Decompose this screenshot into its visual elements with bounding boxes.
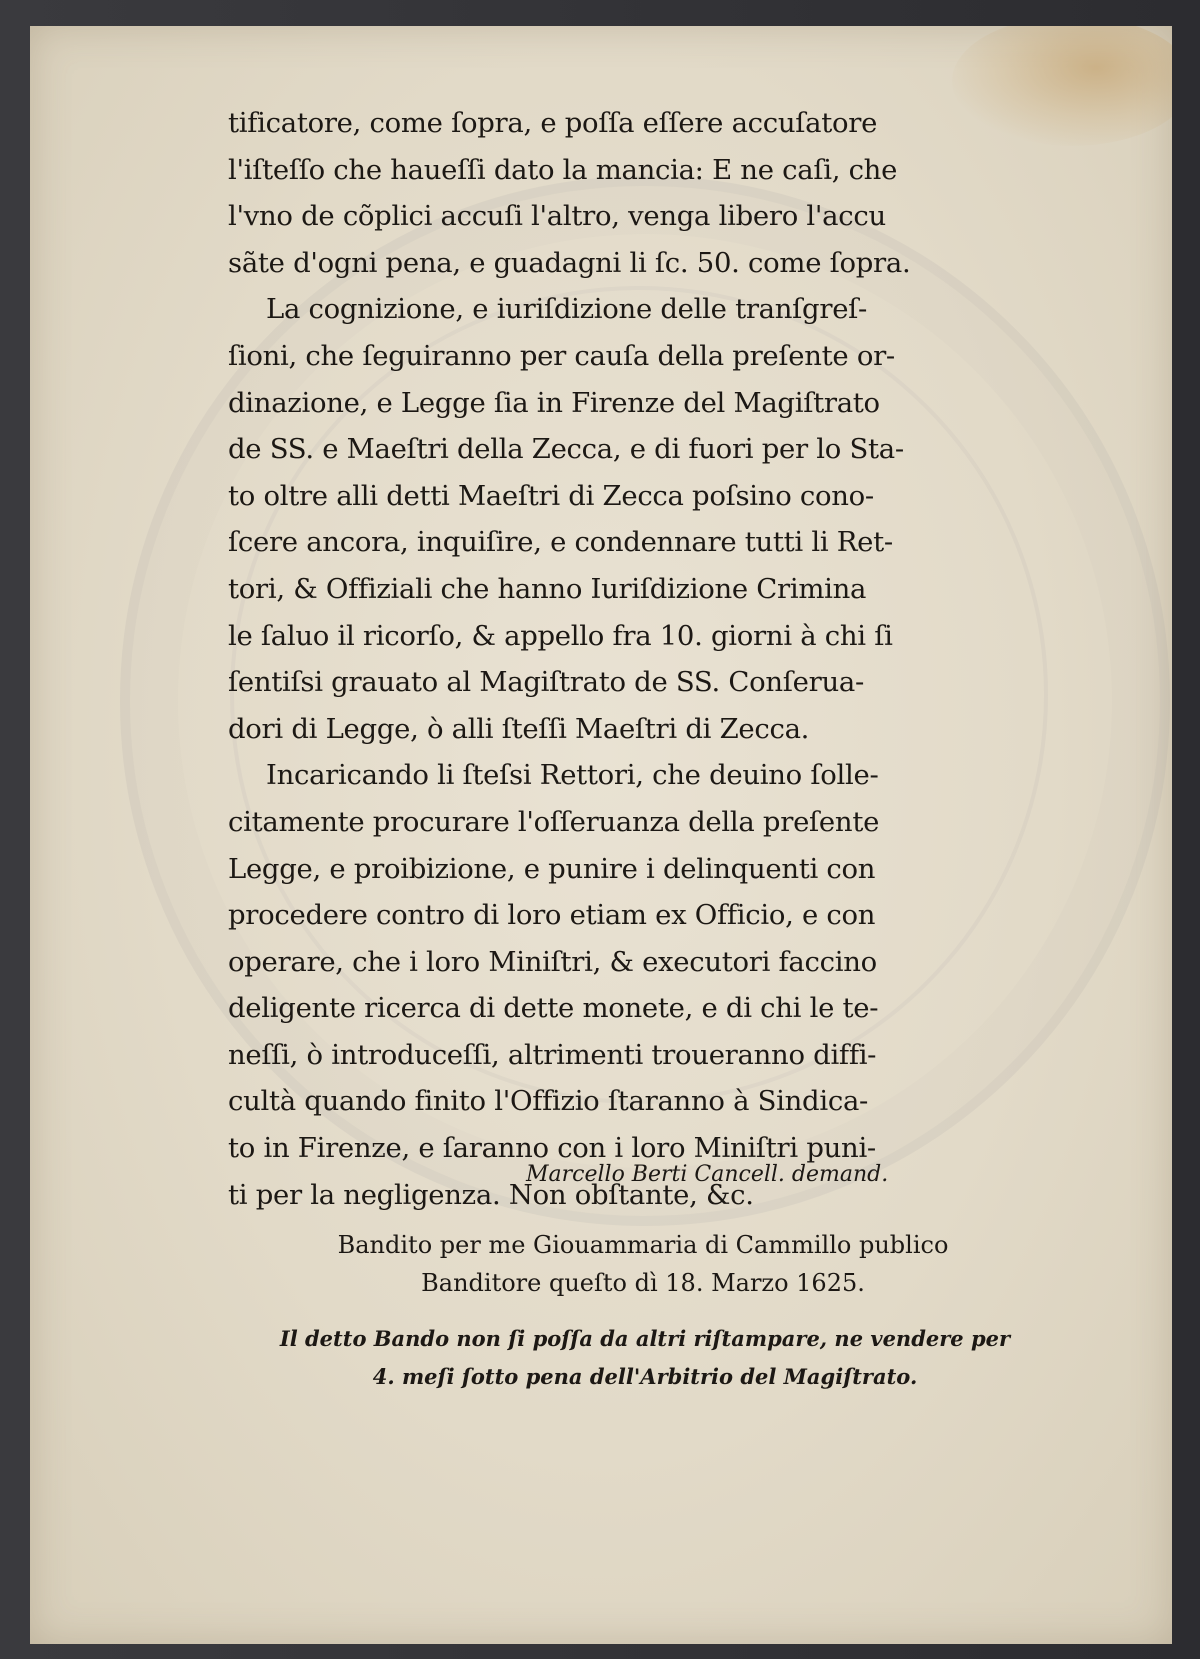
proclamation-block bbox=[228, 1226, 1058, 1302]
body-line: citamente procurare l'oſſeruanza della preſente bbox=[228, 805, 880, 838]
body-line: tificatore, come ſopra, e poſſa eſſere accuſatore bbox=[228, 107, 878, 139]
body-line: tori, & Offiziali che hanno Iuriſdizione Crimina bbox=[228, 572, 867, 605]
body-line: ſcere ancora, inquiſire, e condennare tutti li Ret- bbox=[228, 526, 893, 559]
body-line: cultà quando finito l'Offizio ſtaranno à Sindica- bbox=[228, 1085, 869, 1118]
body-line: Incaricando li ſteſsi Rettori, che deuino ſolle- bbox=[266, 759, 879, 792]
body-line: to oltre alli detti Maeſtri di Zecca poſsino cono- bbox=[228, 479, 874, 512]
body-line: dinazione, e Legge ſia in Firenze del Magiſtrato bbox=[228, 386, 880, 419]
body-line: ſentiſsi grauato al Magiſtrato de SS. Conſerua- bbox=[228, 666, 864, 699]
body-line: l'iſteſſo che haueſſi dato la mancia: E ne caſi, che bbox=[228, 153, 898, 186]
body-line: to in Firenze, e ſaranno con i loro Miniſtri puni- bbox=[228, 1132, 876, 1165]
chancellor-signature: Marcello Berti Cancell. demand. bbox=[526, 1162, 889, 1187]
body-line: deligente ricerca di dette monete, e di chi le te- bbox=[228, 992, 879, 1025]
body-line: Legge, e proibizione, e punire i delinquenti con bbox=[228, 852, 876, 885]
body-line: La cognizione, e iuriſdizione delle tranſgreſ- bbox=[266, 293, 868, 326]
body-line: l'vno de cõplici accuſi l'altro, venga libero l'accu bbox=[228, 200, 886, 233]
body-line: ſioni, che ſeguiranno per cauſa della preſente or- bbox=[228, 339, 895, 372]
proclamation-line: Banditore queſto dì 18. Marzo 1625. bbox=[421, 1269, 865, 1297]
note-line: Il detto Bando non ſi poſſa da altri riſtampare, ne vendere per bbox=[279, 1326, 1011, 1351]
body-line: operare, che i loro Miniſtri, & executori faccino bbox=[228, 945, 877, 978]
body-line: le ſaluo il ricorſo, & appello fra 10. giorni à chi ſi bbox=[228, 619, 893, 652]
note-line: 4. meſi ſotto pena dell'Arbitrio del Magiſtrato. bbox=[372, 1364, 918, 1389]
reprint-prohibition-note bbox=[200, 1320, 1090, 1396]
body-text bbox=[228, 100, 1058, 1218]
body-line: dori di Legge, ò alli ſteſſi Maeſtri di Zecca. bbox=[228, 712, 810, 745]
body-line: ti per la negligenza. Non obſtante, &c. bbox=[228, 1178, 754, 1211]
proclamation-line: Bandito per me Giouammaria di Cammillo publico bbox=[337, 1231, 949, 1259]
body-line: sãte d'ogni pena, e guadagni li ſc. 50. come ſopra. bbox=[228, 246, 911, 279]
body-line: de SS. e Maeſtri della Zecca, e di fuori per lo Sta- bbox=[228, 433, 904, 466]
body-line: procedere contro di loro etiam ex Officio, e con bbox=[228, 899, 876, 932]
body-line: neſſi, ò introduceſſi, altrimenti troueranno diffi- bbox=[228, 1038, 877, 1071]
